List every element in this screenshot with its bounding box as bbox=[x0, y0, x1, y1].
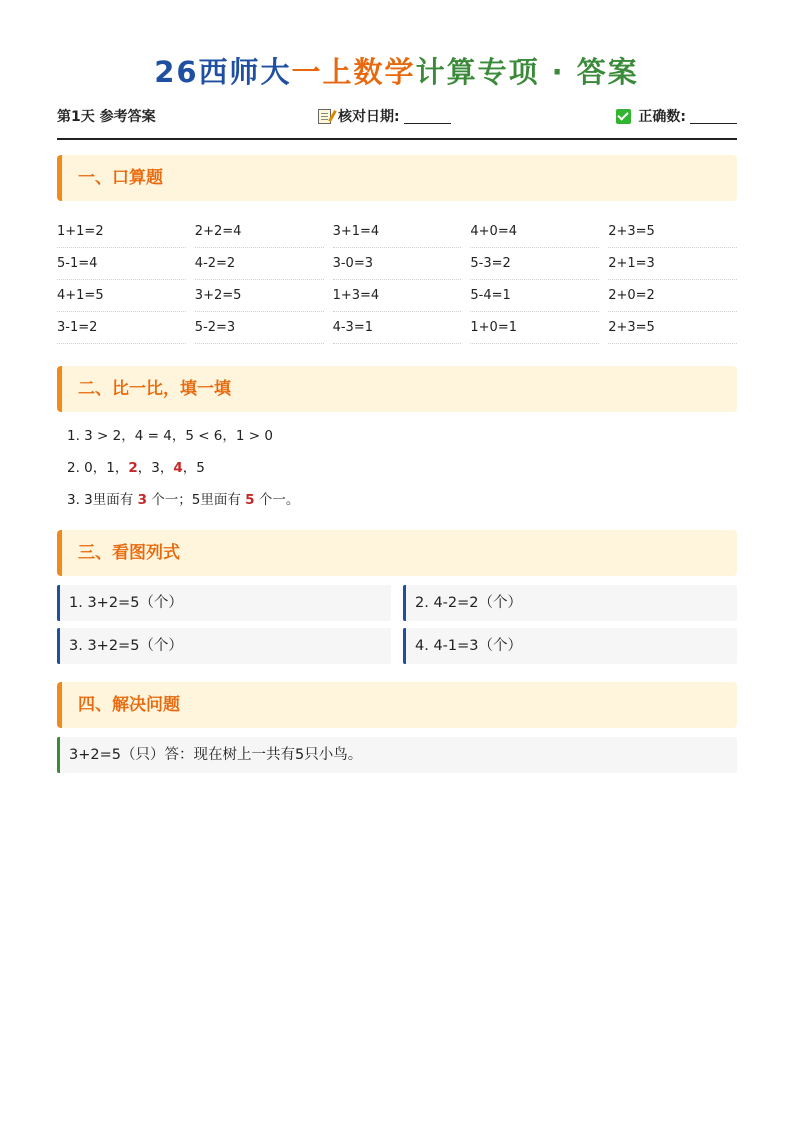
oral-answer: 5-2=3 bbox=[195, 312, 324, 344]
oral-answer: 5-4=1 bbox=[470, 280, 599, 312]
oral-answer: 4+0=4 bbox=[470, 216, 599, 248]
highlighted-answer: 2 bbox=[128, 460, 138, 476]
page-title bbox=[0, 52, 793, 92]
answer-text: 个一。 bbox=[254, 492, 300, 508]
compare-answers bbox=[67, 420, 299, 516]
correct-count-label: 正确数: bbox=[638, 109, 686, 125]
title-part-school: 26西师大 bbox=[154, 55, 292, 89]
day-label: 第1天 参考答案 bbox=[57, 109, 156, 125]
answer-text: 3. 3里面有 bbox=[67, 492, 138, 508]
oral-answer: 3-0=3 bbox=[333, 248, 462, 280]
oral-answer: 4-3=1 bbox=[333, 312, 462, 344]
oral-answer: 1+0=1 bbox=[470, 312, 599, 344]
oral-answer: 1+3=4 bbox=[333, 280, 462, 312]
memo-icon bbox=[318, 109, 331, 124]
oral-answer: 4+1=5 bbox=[57, 280, 186, 312]
oral-answer: 5-1=4 bbox=[57, 248, 186, 280]
highlighted-answer: 5 bbox=[245, 492, 255, 508]
section-heading-solve: 四、解决问题 bbox=[57, 682, 737, 728]
picture-answer-1: 1. 3+2=5（个） bbox=[57, 585, 391, 621]
check-date-label: 核对日期: bbox=[338, 109, 400, 125]
section-heading-picture: 三、看图列式 bbox=[57, 530, 737, 576]
oral-answer: 5-3=2 bbox=[470, 248, 599, 280]
correct-count-blank bbox=[690, 109, 737, 124]
answer-text: ，5 bbox=[182, 460, 205, 476]
oral-answer: 2+3=5 bbox=[608, 312, 737, 344]
check-date bbox=[318, 106, 451, 126]
oral-answer: 3+1=4 bbox=[333, 216, 462, 248]
title-part-answer: · 答案 bbox=[539, 55, 639, 89]
highlighted-answer: 3 bbox=[137, 492, 147, 508]
oral-answers-grid bbox=[57, 216, 737, 344]
answer-text: 2. 0，1， bbox=[67, 460, 129, 476]
oral-answer: 1+1=2 bbox=[57, 216, 186, 248]
oral-row bbox=[57, 216, 737, 248]
compare-answer-3 bbox=[67, 484, 299, 516]
oral-answer: 3+2=5 bbox=[195, 280, 324, 312]
compare-answer-2 bbox=[67, 452, 299, 484]
answer-text: ，3， bbox=[137, 460, 174, 476]
correct-count bbox=[616, 106, 737, 126]
picture-answer-4: 4. 4-1=3（个） bbox=[403, 628, 737, 664]
oral-answer: 2+1=3 bbox=[608, 248, 737, 280]
oral-answer: 4-2=2 bbox=[195, 248, 324, 280]
check-date-blank bbox=[404, 109, 451, 124]
solve-answer: 3+2=5（只）答：现在树上一共有5只小鸟。 bbox=[57, 737, 737, 773]
oral-answer: 2+0=2 bbox=[608, 280, 737, 312]
oral-row bbox=[57, 280, 737, 312]
oral-answer: 3-1=2 bbox=[57, 312, 186, 344]
oral-row bbox=[57, 312, 737, 344]
picture-answer-2: 2. 4-2=2（个） bbox=[403, 585, 737, 621]
oral-answer: 2+3=5 bbox=[608, 216, 737, 248]
section-heading-oral: 一、口算题 bbox=[57, 155, 737, 201]
section-heading-compare: 二、比一比，填一填 bbox=[57, 366, 737, 412]
oral-row bbox=[57, 248, 737, 280]
picture-answer-3: 3. 3+2=5（个） bbox=[57, 628, 391, 664]
answer-text: 个一；5里面有 bbox=[146, 492, 246, 508]
title-part-topic: 计算专项 bbox=[415, 55, 540, 89]
highlighted-answer: 4 bbox=[173, 460, 183, 476]
info-bar bbox=[57, 102, 737, 140]
title-part-subject: 一上数学 bbox=[291, 55, 416, 89]
checkmark-icon bbox=[616, 109, 631, 124]
oral-answer: 2+2=4 bbox=[195, 216, 324, 248]
compare-answer-1: 1. 3 > 2，4 = 4，5 < 6，1 > 0 bbox=[67, 428, 273, 444]
